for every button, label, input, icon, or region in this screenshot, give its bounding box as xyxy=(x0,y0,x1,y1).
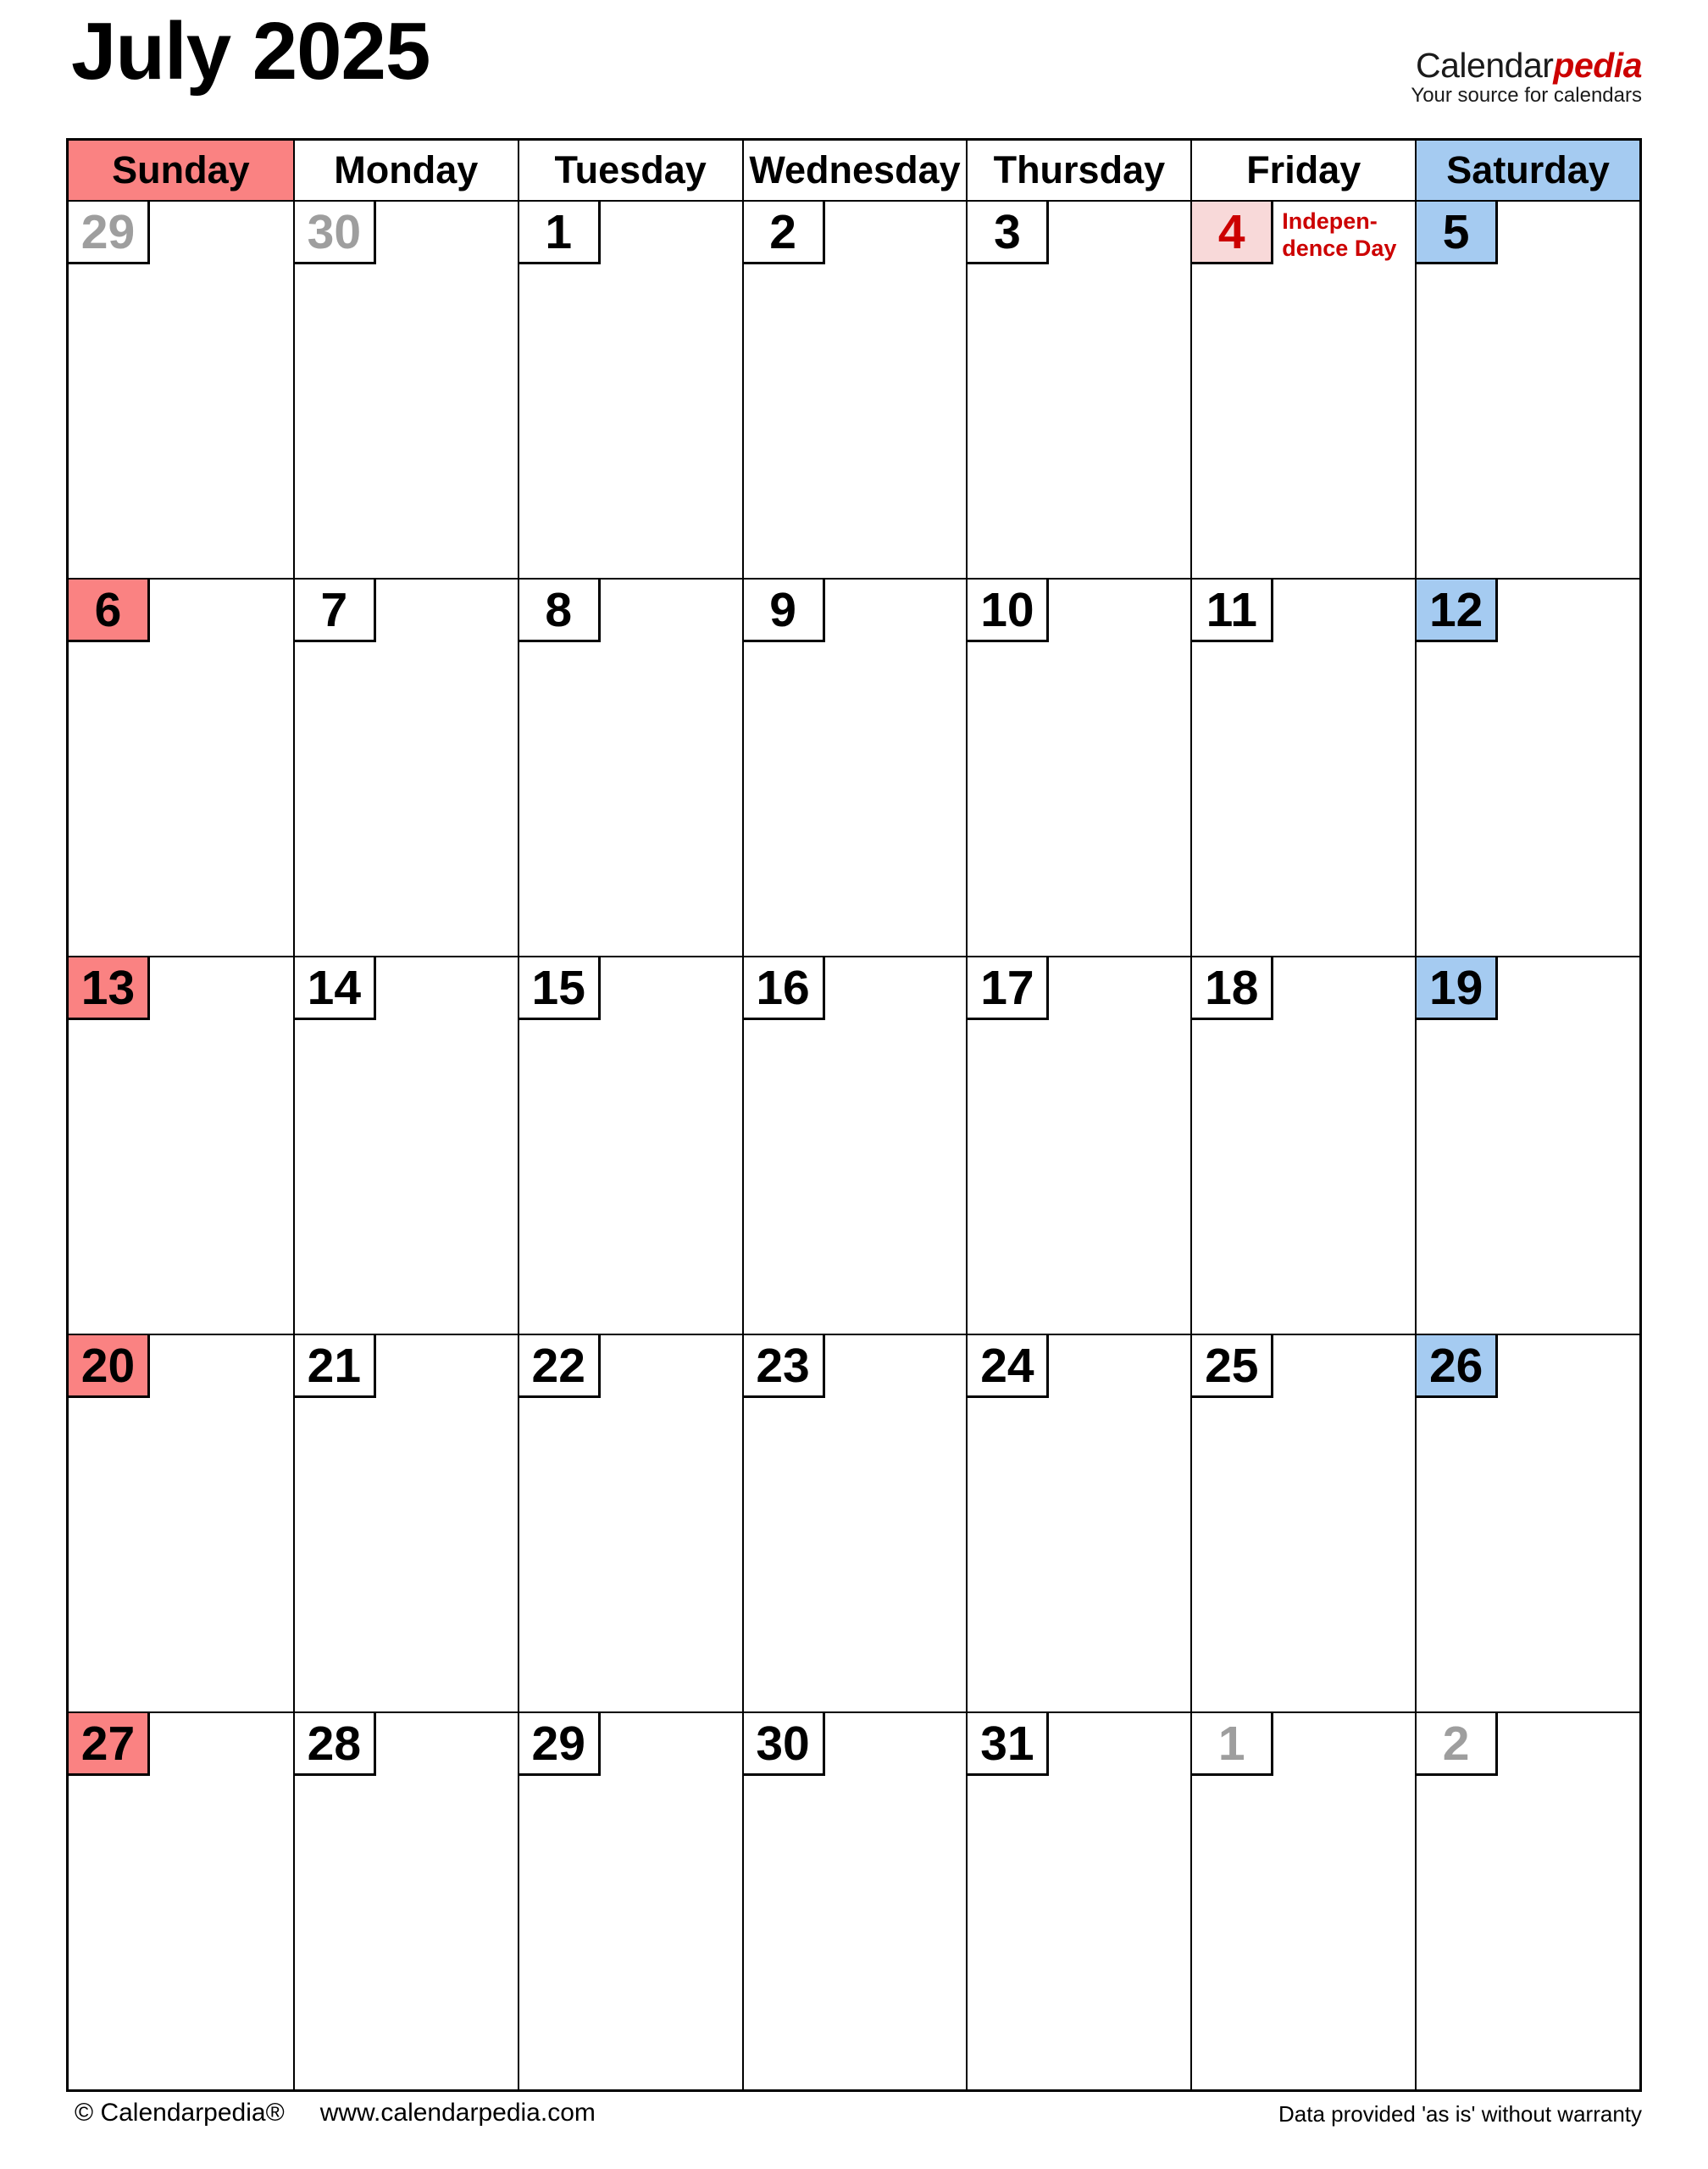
date-number-box: 7 xyxy=(295,580,376,642)
date-number-box: 3 xyxy=(968,202,1049,264)
day-cell-16 xyxy=(742,957,967,1334)
day-cell-14 xyxy=(293,957,518,1334)
date-number-box: 2 xyxy=(744,202,825,264)
day-cell-27 xyxy=(69,1713,293,2089)
day-cell-30-adjacent xyxy=(293,202,518,578)
day-cell-31 xyxy=(966,1713,1190,2089)
page-footer xyxy=(75,2099,1642,2127)
day-cell-29 xyxy=(518,1713,742,2089)
date-number-box: 23 xyxy=(744,1335,825,1398)
date-number-box: 20 xyxy=(69,1335,150,1398)
week-row-3 xyxy=(69,956,1639,1334)
day-cell-3 xyxy=(966,202,1190,578)
footer-disclaimer: Data provided 'as is' without warranty xyxy=(1278,2101,1642,2127)
logo-brand-red: pedia xyxy=(1553,46,1642,85)
day-cell-15 xyxy=(518,957,742,1334)
date-number-box: 28 xyxy=(295,1713,376,1776)
weekday-header-row xyxy=(69,141,1639,200)
date-number-box: 6 xyxy=(69,580,150,642)
day-cell-9 xyxy=(742,580,967,956)
footer-copyright: © Calendarpedia® xyxy=(75,2099,285,2127)
day-cell-26 xyxy=(1415,1335,1639,1711)
date-number-box: 11 xyxy=(1192,580,1273,642)
date-number-box: 29 xyxy=(519,1713,601,1776)
day-cell-11 xyxy=(1190,580,1415,956)
day-cell-30 xyxy=(742,1713,967,2089)
weekday-header-sunday: Sunday xyxy=(69,141,293,200)
week-row-4 xyxy=(69,1334,1639,1711)
day-cell-17 xyxy=(966,957,1190,1334)
date-number-box: 1 xyxy=(1192,1713,1273,1776)
date-number-box: 21 xyxy=(295,1335,376,1398)
day-cell-13 xyxy=(69,957,293,1334)
day-cell-18 xyxy=(1190,957,1415,1334)
date-number-box: 30 xyxy=(295,202,376,264)
weekday-header-saturday: Saturday xyxy=(1415,141,1639,200)
date-number-box: 9 xyxy=(744,580,825,642)
date-number-box: 4 xyxy=(1192,202,1273,264)
date-number-box: 10 xyxy=(968,580,1049,642)
day-cell-2 xyxy=(742,202,967,578)
day-cell-28 xyxy=(293,1713,518,2089)
footer-website-link[interactable]: www.calendarpedia.com xyxy=(319,2099,596,2127)
day-cell-20 xyxy=(69,1335,293,1711)
date-number-box: 24 xyxy=(968,1335,1049,1398)
page-title: July 2025 xyxy=(71,6,430,97)
weeks-container xyxy=(69,200,1639,2089)
date-number-box: 5 xyxy=(1417,202,1498,264)
week-row-1 xyxy=(69,200,1639,578)
weekday-header-tuesday: Tuesday xyxy=(518,141,742,200)
date-number-box: 15 xyxy=(519,957,601,1020)
holiday-label-line: Indepen- xyxy=(1282,208,1378,234)
date-number-box: 22 xyxy=(519,1335,601,1398)
date-number-box: 19 xyxy=(1417,957,1498,1020)
weekday-header-monday: Monday xyxy=(293,141,518,200)
date-number-box: 26 xyxy=(1417,1335,1498,1398)
day-cell-4 xyxy=(1190,202,1415,578)
logo-brand-black: Calendar xyxy=(1416,46,1554,85)
date-number-box: 30 xyxy=(744,1713,825,1776)
weekday-header-thursday: Thursday xyxy=(966,141,1190,200)
logo-tagline: Your source for calendars xyxy=(1411,84,1642,108)
day-cell-25 xyxy=(1190,1335,1415,1711)
date-number-box: 1 xyxy=(519,202,601,264)
calendarpedia-logo xyxy=(1411,47,1642,106)
day-cell-24 xyxy=(966,1335,1190,1711)
day-cell-21 xyxy=(293,1335,518,1711)
calendar-grid xyxy=(66,138,1642,2092)
date-number-box: 8 xyxy=(519,580,601,642)
date-number-box: 16 xyxy=(744,957,825,1020)
footer-left xyxy=(75,2099,596,2127)
date-number-box: 17 xyxy=(968,957,1049,1020)
date-number-box: 25 xyxy=(1192,1335,1273,1398)
date-number-box: 12 xyxy=(1417,580,1498,642)
day-cell-23 xyxy=(742,1335,967,1711)
weekday-header-friday: Friday xyxy=(1190,141,1415,200)
day-cell-1 xyxy=(518,202,742,578)
weekday-header-wednesday: Wednesday xyxy=(742,141,967,200)
day-cell-1-adjacent xyxy=(1190,1713,1415,2089)
week-row-5 xyxy=(69,1711,1639,2089)
day-cell-8 xyxy=(518,580,742,956)
holiday-label xyxy=(1273,202,1396,263)
date-number-box: 29 xyxy=(69,202,150,264)
date-number-box: 13 xyxy=(69,957,150,1020)
day-cell-12 xyxy=(1415,580,1639,956)
day-cell-29-adjacent xyxy=(69,202,293,578)
day-cell-5 xyxy=(1415,202,1639,578)
date-number-box: 2 xyxy=(1417,1713,1498,1776)
day-cell-7 xyxy=(293,580,518,956)
day-cell-22 xyxy=(518,1335,742,1711)
week-row-2 xyxy=(69,578,1639,956)
date-number-box: 27 xyxy=(69,1713,150,1776)
logo-brand xyxy=(1411,47,1642,84)
day-cell-19 xyxy=(1415,957,1639,1334)
date-number-box: 18 xyxy=(1192,957,1273,1020)
day-cell-10 xyxy=(966,580,1190,956)
date-number-box: 14 xyxy=(295,957,376,1020)
holiday-label-line: dence Day xyxy=(1282,235,1397,261)
day-cell-2-adjacent xyxy=(1415,1713,1639,2089)
date-number-box: 31 xyxy=(968,1713,1049,1776)
day-cell-6 xyxy=(69,580,293,956)
